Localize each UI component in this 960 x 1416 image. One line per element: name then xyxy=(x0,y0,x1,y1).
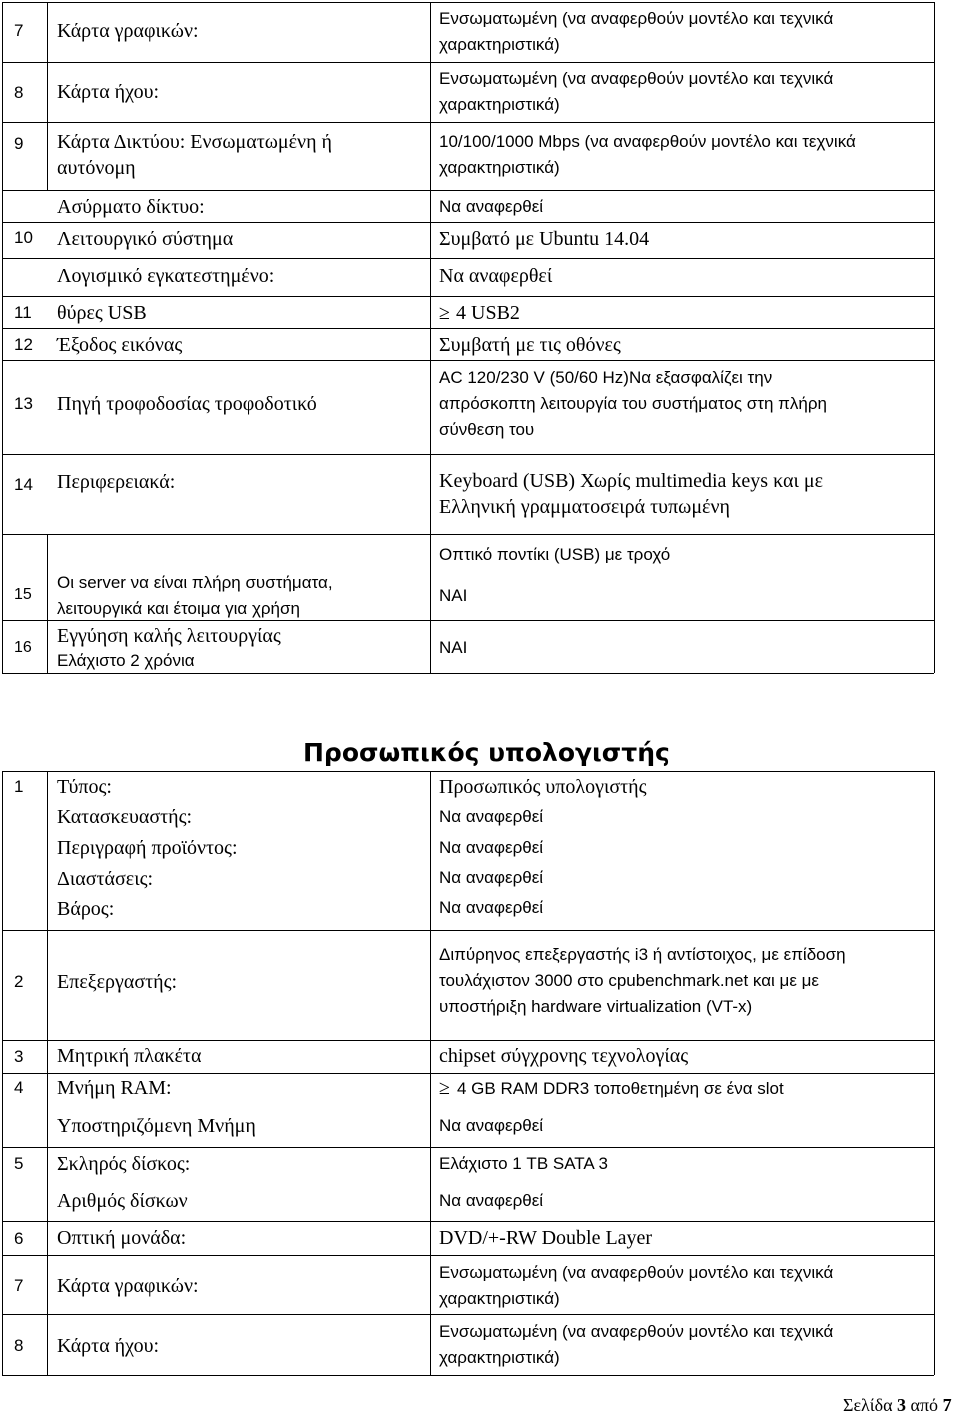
row-value: Ελάχιστο 1 TB SATA 3 xyxy=(439,1154,608,1173)
row-value: χαρακτηριστικά) xyxy=(439,1348,560,1367)
row-value: χαρακτηριστικά) xyxy=(439,95,560,114)
row-value: DVD/+-RW Double Layer xyxy=(439,1227,653,1249)
page-footer xyxy=(843,1395,952,1416)
row-value: ΝΑΙ xyxy=(439,638,468,657)
row-value: Να αναφερθεί xyxy=(439,807,544,826)
row-label: αυτόνομη xyxy=(57,157,136,179)
row-label: Εγγύηση καλής λειτουργίας xyxy=(57,625,281,647)
section-title: Προσωπικός υπολογιστής xyxy=(303,738,670,767)
row-value: Συμβατό με Ubuntu 14.04 xyxy=(439,228,650,250)
row-value: Ενσωματωμένη (να αναφερθούν μοντέλο και τεχνικά xyxy=(439,1263,834,1282)
row-label: Μνήμη RAM: xyxy=(57,1077,172,1099)
row-value: σύνθεση του xyxy=(439,420,535,439)
row-value: Οπτικό ποντίκι (USB) με τροχό xyxy=(439,545,671,564)
greater-equal-icon: ≥ xyxy=(439,302,450,324)
footer-mid: από xyxy=(906,1395,943,1415)
row-label: Κάρτα Δικτύου: Ενσωματωμένη ή xyxy=(57,131,332,153)
row-number: 15 xyxy=(14,586,32,603)
row-label: θύρες USB xyxy=(57,302,147,324)
row-number: 13 xyxy=(14,394,33,413)
row-number: 1 xyxy=(14,777,24,796)
row-label: Ελάχιστο 2 χρόνια xyxy=(57,651,195,670)
row-value: Να αναφερθεί xyxy=(439,838,544,857)
row-label: Οπτική μονάδα: xyxy=(57,1227,187,1249)
row-label: Υποστηριζόμενη Μνήμη xyxy=(57,1115,256,1137)
row-number: 5 xyxy=(14,1154,24,1173)
row-value: Ελληνική γραμματοσειρά τυπωμένη xyxy=(439,496,730,518)
row-label: Κάρτα ήχου: xyxy=(57,1335,160,1357)
row-number: 10 xyxy=(14,228,33,247)
row-label: Λειτουργικό σύστημα xyxy=(57,228,234,250)
row-value: Ενσωματωμένη (να αναφερθούν μοντέλο και τεχνικά xyxy=(439,1322,834,1341)
row-label: Αριθμός δίσκων xyxy=(57,1190,188,1212)
row-value: Ενσωματωμένη (να αναφερθούν μοντέλο και τεχνικά xyxy=(439,69,834,88)
row-value: απρόσκοπτη λειτουργία του συστήματος στη πλήρη xyxy=(439,394,827,413)
row-number: 11 xyxy=(14,303,32,322)
row-value: Να αναφερθεί xyxy=(439,868,544,887)
row-label: Ασύρματο δίκτυο: xyxy=(57,196,205,218)
row-value: Να αναφερθεί xyxy=(439,898,544,917)
row-number: 6 xyxy=(14,1229,24,1248)
row-number: 8 xyxy=(14,83,24,102)
row-value: AC 120/230 V (50/60 Hz)Να εξασφαλίζει την xyxy=(439,368,773,387)
row-number: 7 xyxy=(14,21,24,40)
footer-page-number: 3 xyxy=(897,1395,907,1415)
row-value: Ενσωματωμένη (να αναφερθούν μοντέλο και τεχνικά xyxy=(439,9,834,28)
row-value: ΝΑΙ xyxy=(439,586,468,605)
row-value: Να αναφερθεί xyxy=(439,265,553,287)
row-label: Κάρτα ήχου: xyxy=(57,81,160,103)
row-number: 14 xyxy=(14,475,33,494)
footer-prefix: Σελίδα xyxy=(843,1395,898,1415)
row-value: Να αναφερθεί xyxy=(439,197,544,216)
row-label: Έξοδος εικόνας xyxy=(57,334,183,356)
row-value: Συμβατή με τις οθόνες xyxy=(439,334,621,356)
row-number: 4 xyxy=(14,1078,24,1097)
row-number: 12 xyxy=(14,335,33,354)
row-value: χαρακτηριστικά) xyxy=(439,158,560,177)
row-label: Πηγή τροφοδοσίας τροφοδοτικό xyxy=(57,393,317,415)
row-value: υποστήριξη hardware virtualization (VT-x) xyxy=(439,997,753,1016)
row-value: Διπύρηνος επεξεργαστής i3 ή αντίστοιχος, με επίδοση xyxy=(439,945,846,964)
row-label: Λογισμικό εγκατεστημένο: xyxy=(57,265,275,287)
row-label: Κάρτα γραφικών: xyxy=(57,1275,199,1297)
row-value: chipset σύγχρονης τεχνολογίας xyxy=(439,1045,689,1067)
row-value: χαρακτηριστικά) xyxy=(439,35,560,54)
row-label: Περιγραφή προϊόντος: xyxy=(57,837,238,859)
row-value: Να αναφερθεί xyxy=(439,1116,544,1135)
row-label: Περιφερειακά: xyxy=(57,471,176,493)
row-value: 4 USB2 xyxy=(456,302,520,324)
row-label: λειτουργικά και έτοιμα για χρήση xyxy=(57,599,300,618)
row-label: Κάρτα γραφικών: xyxy=(57,20,199,42)
row-value: τουλάχιστον 3000 στο cpubenchmark.net και με με xyxy=(439,971,820,990)
row-value: Keyboard (USB) Χωρίς multimedia keys και με xyxy=(439,470,823,492)
row-value: χαρακτηριστικά) xyxy=(439,1289,560,1308)
row-label: Επεξεργαστής: xyxy=(57,971,178,993)
row-number: 9 xyxy=(14,134,24,153)
row-value: Να αναφερθεί xyxy=(439,1191,544,1210)
row-value: 4 GB RAM DDR3 τοποθετημένη σε ένα slot xyxy=(457,1079,784,1098)
row-label: Τύπος: xyxy=(57,776,112,798)
row-value: 10/100/1000 Mbps (να αναφερθούν μοντέλο και τεχνικά xyxy=(439,132,856,151)
row-label: Σκληρός δίσκος: xyxy=(57,1153,191,1175)
row-number: 16 xyxy=(14,639,32,656)
row-label: Διαστάσεις: xyxy=(57,868,154,890)
row-label: Βάρος: xyxy=(57,898,115,920)
row-number: 3 xyxy=(14,1047,24,1066)
footer-page-total: 7 xyxy=(942,1395,952,1415)
row-label: Μητρική πλακέτα xyxy=(57,1045,202,1067)
row-label: Οι server να είναι πλήρη συστήματα, xyxy=(57,573,333,592)
row-number: 2 xyxy=(14,972,24,991)
row-label: Κατασκευαστής: xyxy=(57,806,193,828)
row-number: 8 xyxy=(14,1336,24,1355)
row-value: Προσωπικός υπολογιστής xyxy=(439,776,647,798)
greater-equal-icon: ≥ xyxy=(439,1077,450,1099)
row-number: 7 xyxy=(14,1276,24,1295)
